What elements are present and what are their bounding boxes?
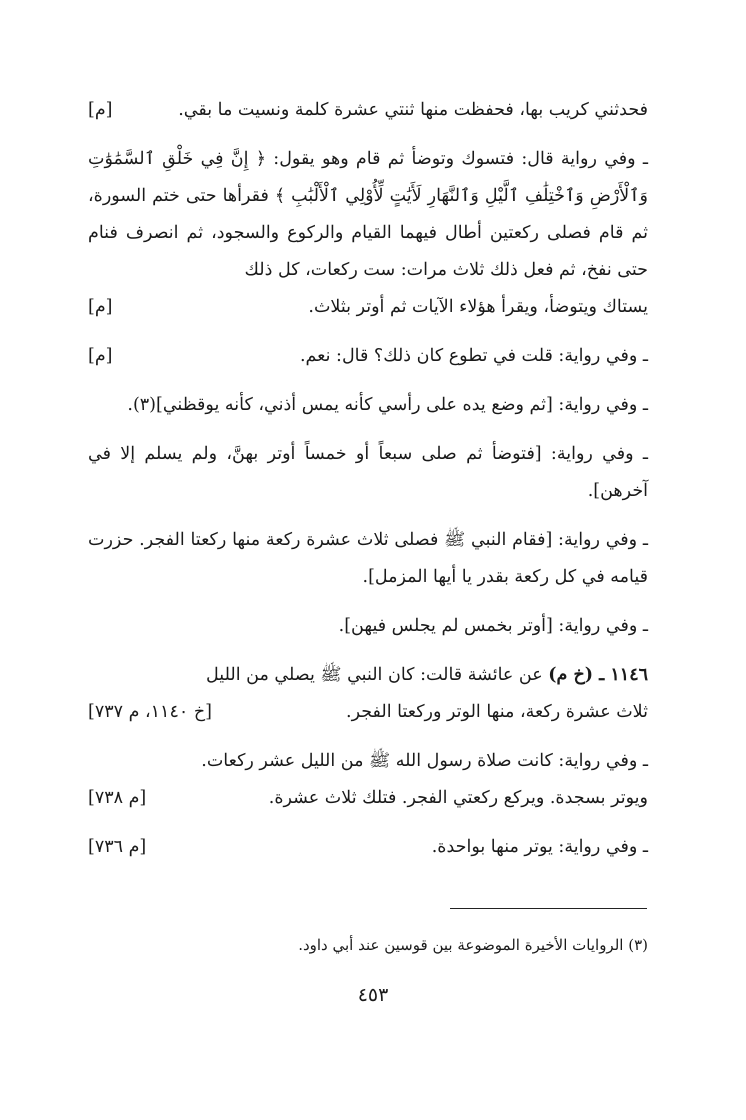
source-reference: [خ ١١٤٠، م ٧٣٧] bbox=[88, 702, 212, 722]
footnote-divider bbox=[450, 908, 647, 909]
paragraph bbox=[88, 829, 648, 866]
paragraph bbox=[88, 743, 648, 817]
source-reference: [م] bbox=[88, 297, 113, 317]
paragraph-text: ـ وفي رواية: يوتر منها بواحدة. bbox=[431, 837, 648, 857]
paragraph bbox=[88, 141, 648, 326]
paragraph-text: ـ وفي رواية: [فتوضأ ثم صلى سبعاً أو خمساً أوتر بهنَّ، ولم يسلم إلا في آخرهن]. bbox=[88, 444, 648, 501]
paragraph-text: ـ وفي رواية: قلت في تطوع كان ذلك؟ قال: نعم. bbox=[299, 346, 648, 366]
paragraph-last-line: ويوتر بسجدة. ويركع ركعتي الفجر. فتلك ثلاث عشرة. bbox=[268, 788, 648, 808]
paragraph bbox=[88, 338, 648, 375]
paragraph bbox=[88, 522, 648, 596]
page-body bbox=[88, 92, 648, 878]
hadith-number: ١١٤٦ ـ (خ م) bbox=[548, 665, 648, 685]
paragraph-text: ـ وفي رواية: [أوتر بخمس لم يجلس فيهن]. bbox=[338, 616, 648, 636]
source-reference: [م] bbox=[88, 100, 113, 120]
paragraph-text: فحدثني كريب بها، فحفظت منها ثنتي عشرة كلمة ونسيت ما بقي. bbox=[178, 100, 648, 120]
paragraph-text: ـ وفي رواية: [فقام النبي ﷺ فصلى ثلاث عشرة ركعة منها ركعتا الفجر. حزرت قيامه في كل ركعة بقدر يا أيها المزمل]. bbox=[88, 530, 648, 587]
source-reference: [م ٧٣٨] bbox=[88, 788, 147, 808]
source-reference: [م] bbox=[88, 346, 113, 366]
paragraph bbox=[88, 436, 648, 510]
hadith-entry bbox=[88, 657, 648, 731]
paragraph-text: ـ وفي رواية قال: فتسوك وتوضأ ثم قام وهو يقول: ﴿ إِنَّ فِي خَلْقِ ٱلسَّمَٰوَٰتِ وَٱلْأَرْضِ وَٱخْتِلَٰفِ ٱلَّيْلِ وَٱلنَّهَارِ لَأَيَٰتٍ لِّأُوْلِي ٱلْأَلْبَٰبِ ﴾ فقرأها حتى ختم السورة، ثم قام فصلى ركعتين أطال فيهما القيام والركوع والسجود، ثم انصرف فنام حتى نفخ، ثم فعل ذلك ثلاث مرات: ست ركعات، كل ذلك bbox=[88, 149, 648, 280]
page-number: ٤٥٣ bbox=[357, 984, 389, 1006]
paragraph-text: ـ وفي رواية: كانت صلاة رسول الله ﷺ من الليل عشر ركعات. bbox=[201, 751, 648, 771]
paragraph bbox=[88, 92, 648, 129]
paragraph-text: عن عائشة قالت: كان النبي ﷺ يصلي من الليل bbox=[206, 665, 543, 685]
source-reference: [م ٧٣٦] bbox=[88, 837, 147, 857]
paragraph-text: ـ وفي رواية: [ثم وضع يده على رأسي كأنه يمس أذني، كأنه يوقظني](٣). bbox=[127, 395, 648, 415]
paragraph bbox=[88, 387, 648, 424]
paragraph-last-line: ثلاث عشرة ركعة، منها الوتر وركعتا الفجر. bbox=[346, 702, 648, 722]
paragraph bbox=[88, 608, 648, 645]
paragraph-last-line: يستاك ويتوضأ، ويقرأ هؤلاء الآيات ثم أوتر بثلاث. bbox=[308, 297, 648, 317]
footnote: (٣) الروايات الأخيرة الموضوعة بين قوسين عند أبي داود. bbox=[298, 936, 648, 954]
